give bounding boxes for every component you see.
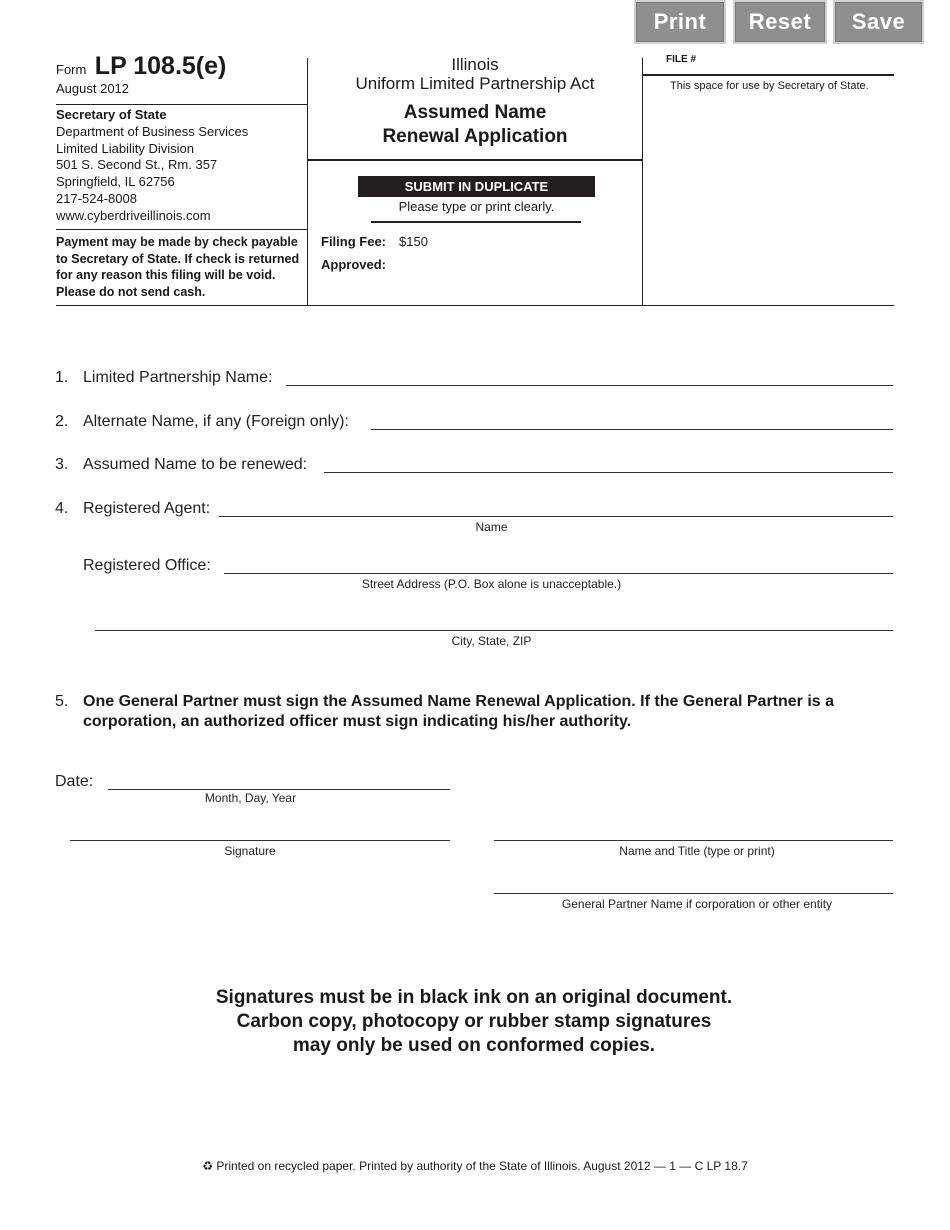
form-word: Form [56,62,87,77]
ink-notice-line3: may only be used on conformed copies. [292,1035,656,1056]
filing-fee-label: Filing Fee: [321,234,386,249]
header-divider-left-2 [56,229,307,230]
header-vdivider-1 [307,58,308,305]
badge-underline [371,221,581,223]
assumed-name-label: Assumed Name to be renewed: [83,456,308,473]
alternate-name-input[interactable] [371,408,893,430]
office-line: Department of Business Services [56,124,249,139]
q2-number: 2. [55,413,69,430]
assumed-name-input[interactable] [324,451,893,473]
office-line: 501 S. Second St., Rm. 357 [56,157,218,172]
form-title-line1: Assumed Name [403,102,547,123]
filing-fee-value: $150 [399,234,428,249]
signing-instruction: One General Partner must sign the Assumed Name Renewal Application. If the General Partner is a corporation, an authorized officer must sign indicating his/her authority. [83,693,835,730]
office-line: 217-524-8008 [56,191,137,206]
office-line: Springfield, IL 62756 [56,174,175,189]
gp-name-input[interactable] [494,872,893,894]
q4-number: 4. [55,500,69,517]
header-bottom-rule [56,305,894,306]
footer-text: Printed on recycled paper. Printed by authority of the State of Illinois. August 2012 — 1 — C LP 18.7 [216,1159,748,1173]
q5-number: 5. [55,693,69,710]
registered-office-street-input[interactable] [224,552,893,574]
registered-agent-input[interactable] [219,495,893,517]
city-state-zip-input[interactable] [95,609,893,631]
registered-agent-label: Registered Agent: [83,500,211,517]
office-name: Secretary of State [56,107,167,122]
office-line: Limited Liability Division [56,141,194,156]
registered-office-label: Registered Office: [83,557,211,574]
approved-label: Approved: [321,257,386,272]
ink-notice-line2: Carbon copy, photocopy or rubber stamp signatures [236,1011,712,1032]
signature-caption: Signature [224,844,276,858]
street-address-caption: Street Address (P.O. Box alone is unacceptable.) [361,577,622,591]
footer [0,1159,950,1173]
q3-number: 3. [55,456,69,473]
date-label: Date: [55,773,94,790]
date-input[interactable] [108,768,450,790]
header-divider-left [56,104,307,105]
signature-input[interactable] [70,819,450,841]
q1-number: 1. [55,369,69,386]
name-title-caption: Name and Title (type or print) [619,844,775,858]
form-date: August 2012 [56,81,130,96]
title-divider [308,159,642,161]
gp-name-caption: General Partner Name if corporation or other entity [561,897,833,911]
form-number: LP 108.5(e) [94,52,227,80]
file-number-label: FILE # [666,54,697,65]
file-divider [642,74,894,76]
partnership-name-label: Limited Partnership Name: [83,369,273,386]
reset-button[interactable]: Reset [733,0,827,44]
form-title-line2: Renewal Application [382,126,568,147]
alternate-name-label: Alternate Name, if any (Foreign only): [83,413,349,430]
state-name: Illinois [451,55,499,74]
form-id [56,52,226,81]
city-state-zip-caption: City, State, ZIP [451,634,532,648]
date-caption: Month, Day, Year [204,791,297,805]
print-button[interactable]: Print [634,0,726,44]
act-name: Uniform Limited Partnership Act [355,74,595,93]
header-vdivider-2 [642,58,643,305]
office-website: www.cyberdriveillinois.com [56,208,211,223]
save-button[interactable]: Save [833,0,924,44]
type-note: Please type or print clearly. [398,199,555,214]
file-note: This space for use by Secretary of State. [670,80,869,92]
submit-duplicate-badge: SUBMIT IN DUPLICATE [358,176,595,197]
name-title-input[interactable] [494,819,893,841]
ink-notice-line1: Signatures must be in black ink on an original document. [215,987,733,1008]
partnership-name-input[interactable] [286,364,893,386]
recycle-icon: ♻ [202,1159,213,1173]
agent-name-caption: Name [475,520,508,534]
payment-note: Payment may be made by check payable to Secretary of State. If check is returned for any reason this filing will be void. Please do not send cash. [56,235,300,300]
